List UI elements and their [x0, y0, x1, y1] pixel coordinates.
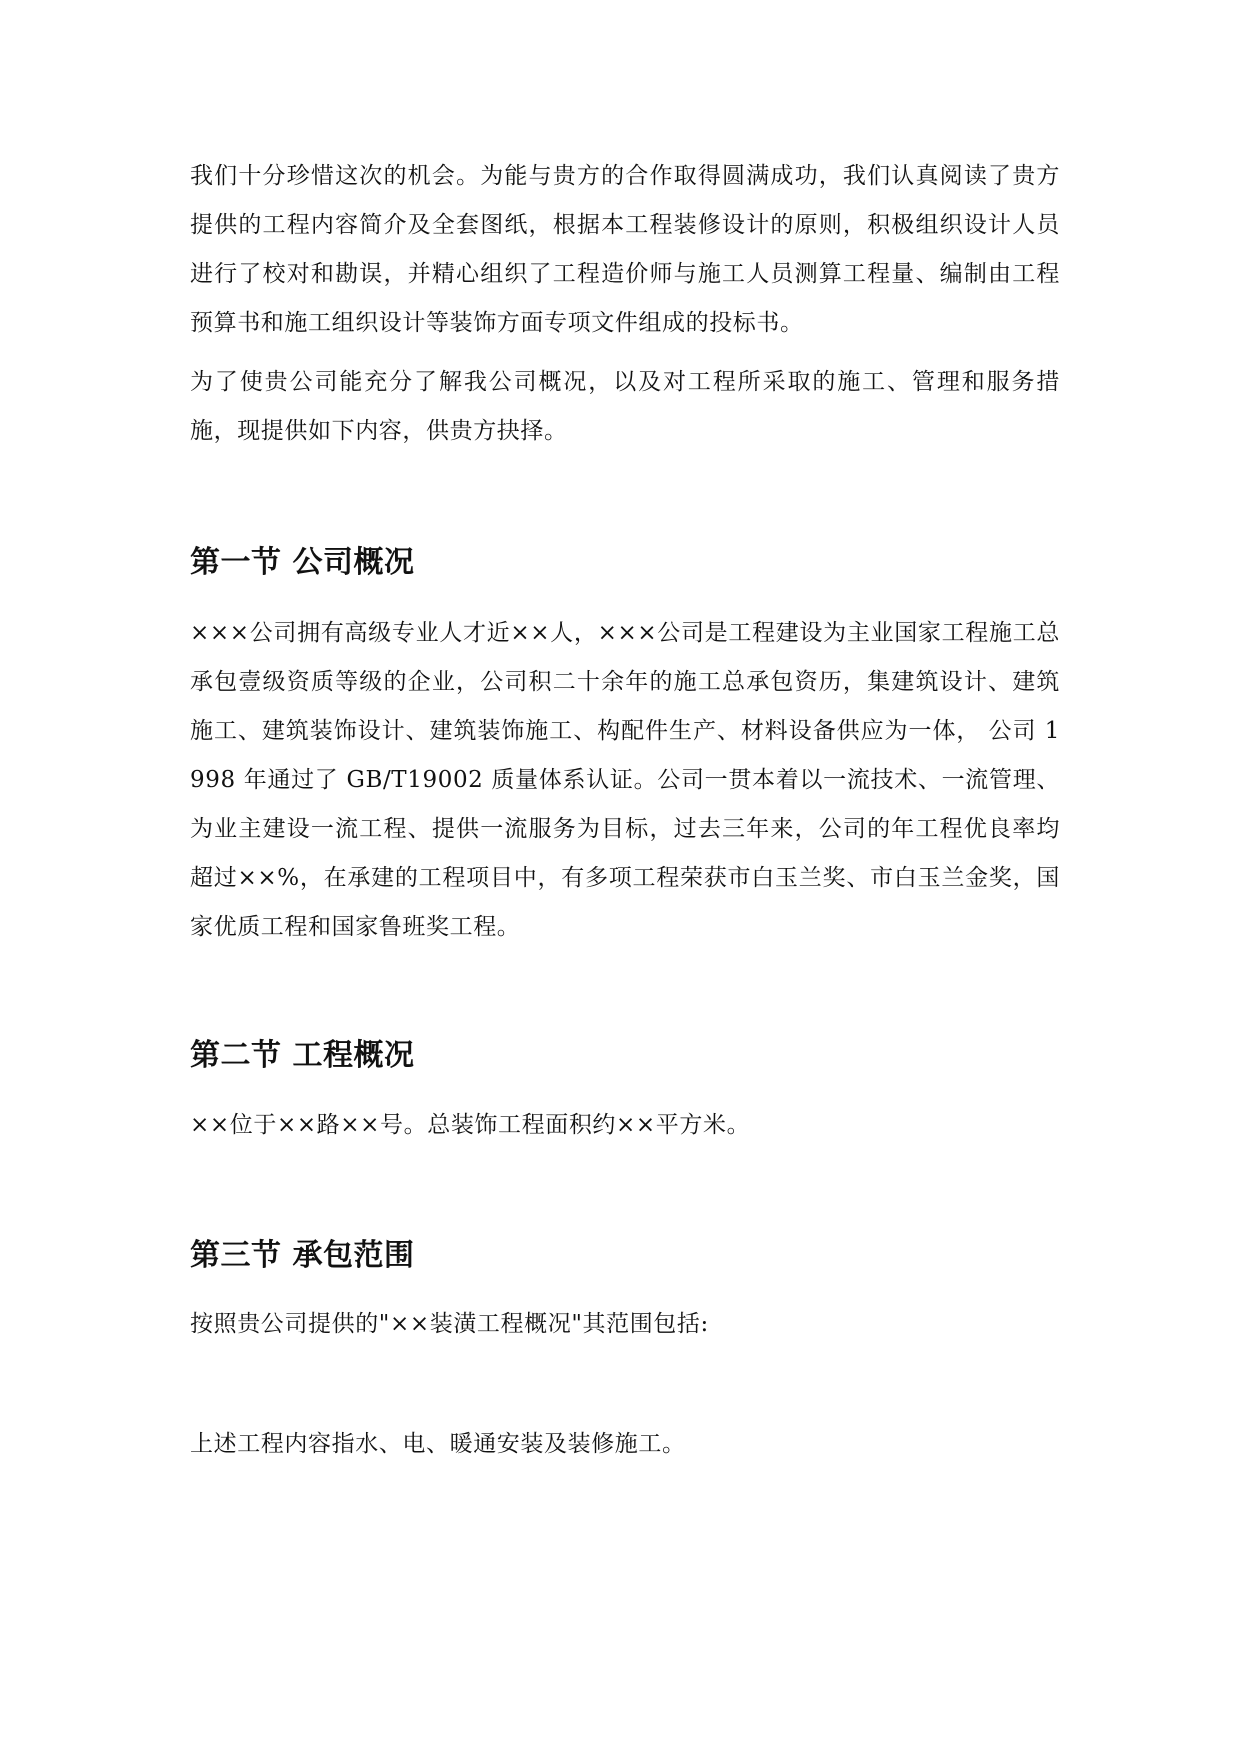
- intro-paragraph-1: 我们十分珍惜这次的机会。为能与贵方的合作取得圆满成功，我们认真阅读了贵方提供的工程内容简介及全套图纸，根据本工程装修设计的原则，积极组织设计人员进行了校对和勘误，并精心组织了工程造价师与施工人员测算工程量、编制由工程预算书和施工组织设计等装饰方面专项文件组成的投标书。: [190, 163, 1060, 336]
- section-2-heading: 第二节 工程概况: [190, 1038, 415, 1073]
- section-3-paragraph-scope: 按照贵公司提供的"××装潢工程概况"其范围包括:: [190, 1311, 709, 1337]
- section-1-heading: 第一节 公司概况: [190, 545, 415, 580]
- section-1-paragraph: ×××公司拥有高级专业人才近××人，×××公司是工程建设为主业国家工程施工总承包壹级资质等级的企业，公司积二十余年的施工总承包资历，集建筑设计、建筑施工、建筑装饰设计、建筑装饰施工、构配件生产、材料设备供应为一体， 公司 1998 年通过了 GB/T19002 质量体系认证。公司一贯本着以一流技术、一流管理、为业主建设一流工程、提供一流服务为目标，过去三年来，公司的年工程优良率均超过××%，在承建的工程项目中，有多项工程荣获市白玉兰奖、市白玉兰金奖，国家优质工程和国家鲁班奖工程。: [190, 620, 1060, 940]
- section-3-heading: 第三节 承包范围: [190, 1238, 415, 1273]
- section-3-paragraph-summary: 上述工程内容指水、电、暖通安装及装修施工。: [190, 1431, 686, 1457]
- intro-paragraph-2: 为了使贵公司能充分了解我公司概况，以及对工程所采取的施工、管理和服务措施，现提供如下内容，供贵方抉择。: [190, 369, 1060, 444]
- section-2-paragraph: ××位于××路××号。总装饰工程面积约××平方米。: [190, 1112, 751, 1138]
